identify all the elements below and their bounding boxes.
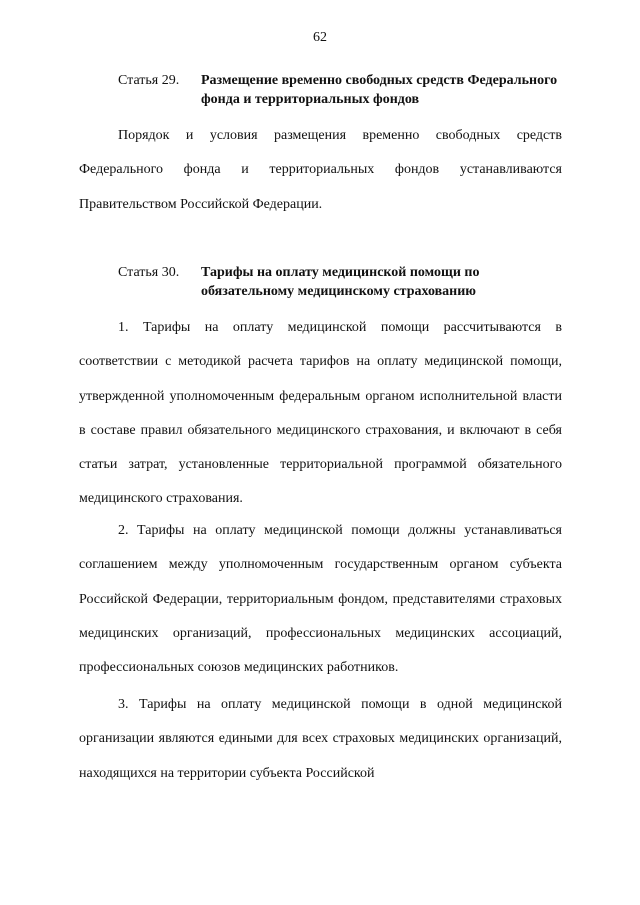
article-30-heading: [118, 263, 568, 303]
article-30-paragraph-3: 3. Тарифы на оплату медицинской помощи в одной медицинской организации являются едиными для всех страховых медицинских организаций, находящихся на территории субъекта Российской: [79, 697, 562, 781]
page-number: 62: [313, 30, 327, 45]
article-29-heading: [118, 71, 568, 111]
article-29-title: Размещение временно свободных средств Федерального фонда и территориальных фондов: [201, 73, 558, 107]
article-30-paragraph-2: 2. Тарифы на оплату медицинской помощи должны устанавливаться соглашением между уполномоченным государственным органом субъекта Российской Федерации, территориальным фондом, представителями страховых медицинских организаций, профессиональных медицинских ассоциаций, профессиональных союзов медицинских работников.: [79, 523, 562, 676]
article-30-title: Тарифы на оплату медицинской помощи по обязательному медицинскому страхованию: [201, 265, 480, 299]
article-30-paragraph-1: 1. Тарифы на оплату медицинской помощи рассчитываются в соответствии с методикой расчета тарифов на оплату медицинской помощи, утвержденной уполномоченным федеральным органом исполнительной власти в составе правил обязательного медицинского страхования, и включают в себя статьи затрат, установленные территориальной программой обязательного медицинского страхования.: [79, 320, 562, 507]
article-29-number: Статья 29.: [118, 73, 180, 88]
article-29-paragraph-1: Порядок и условия размещения временно свободных средств Федерального фонда и территориальных фондов устанавливаются Правительством Российской Федерации.: [79, 128, 562, 212]
article-30-number: Статья 30.: [118, 265, 180, 280]
